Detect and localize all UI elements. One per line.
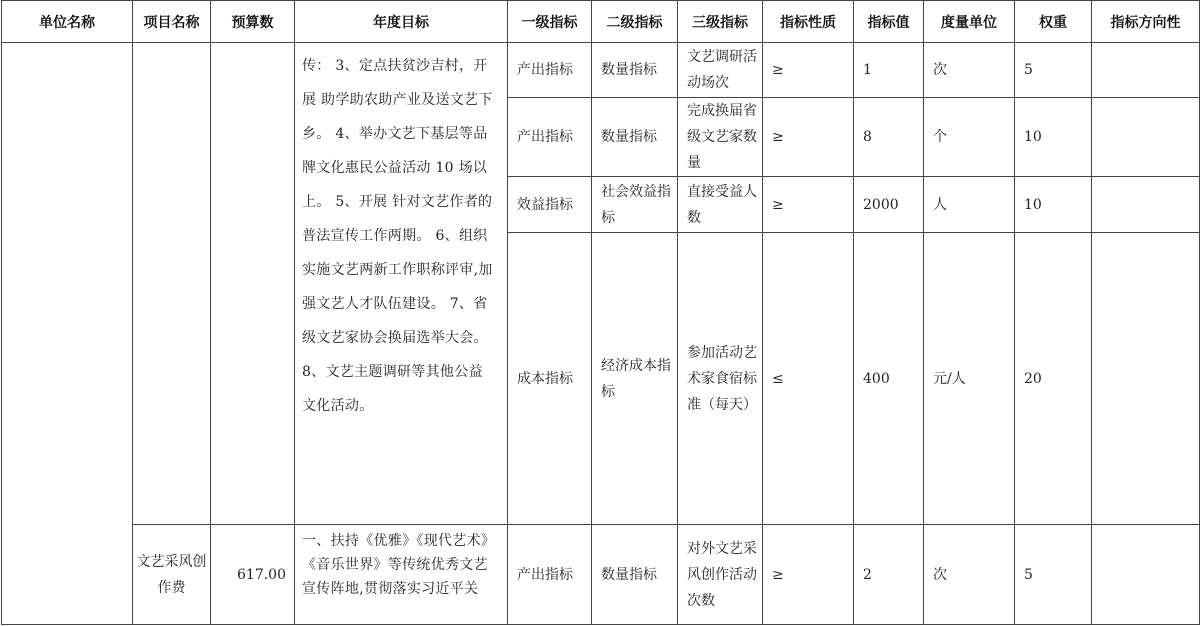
level1-cell: 产出指标	[508, 525, 592, 625]
value-cell: 400	[854, 233, 924, 525]
nature-cell: ≥	[763, 525, 854, 625]
header-measure-unit: 度量单位	[924, 1, 1015, 43]
nature-cell: ≥	[763, 177, 854, 233]
level1-cell: 效益指标	[508, 177, 592, 233]
header-project-name: 项目名称	[133, 1, 211, 43]
nature-cell: ≥	[763, 43, 854, 98]
weight-cell: 10	[1015, 177, 1092, 233]
level2-cell: 数量指标	[592, 525, 678, 625]
project-name-cell: 文艺采风创作费	[133, 525, 211, 625]
level1-cell: 产出指标	[508, 43, 592, 98]
annual-goal-cell: 一、扶持《优雅》《现代艺术》《音乐世界》等传统优秀文艺宣传阵地,贯彻落实习近平关	[295, 525, 508, 625]
nature-cell: ≤	[763, 233, 854, 525]
unit-name-cell	[2, 43, 133, 625]
weight-cell: 5	[1015, 525, 1092, 625]
level3-cell: 完成换届省级文艺家数量	[678, 98, 763, 177]
value-cell: 2000	[854, 177, 924, 233]
header-row	[2, 1, 1200, 43]
level3-cell: 参加活动艺术家食宿标准（每天）	[678, 233, 763, 525]
value-cell: 2	[854, 525, 924, 625]
header-direction: 指标方向性	[1092, 1, 1200, 43]
direction-cell	[1092, 43, 1200, 98]
value-cell: 1	[854, 43, 924, 98]
weight-cell: 5	[1015, 43, 1092, 98]
nature-cell: ≥	[763, 98, 854, 177]
direction-cell	[1092, 98, 1200, 177]
table-row	[2, 43, 1200, 98]
level1-cell: 成本指标	[508, 233, 592, 525]
project-name-cell	[133, 43, 211, 525]
measure-unit-cell: 次	[924, 525, 1015, 625]
direction-cell	[1092, 525, 1200, 625]
header-budget: 预算数	[211, 1, 295, 43]
header-annual-goal: 年度目标	[295, 1, 508, 43]
level3-cell: 文艺调研活动场次	[678, 43, 763, 98]
measure-unit-cell: 次	[924, 43, 1015, 98]
value-cell: 8	[854, 98, 924, 177]
level2-cell: 社会效益指标	[592, 177, 678, 233]
header-indicator-value: 指标值	[854, 1, 924, 43]
level3-cell: 直接受益人数	[678, 177, 763, 233]
table-row	[2, 525, 1200, 625]
level2-cell: 数量指标	[592, 98, 678, 177]
direction-cell	[1092, 233, 1200, 525]
weight-cell: 20	[1015, 233, 1092, 525]
header-level2-indicator: 二级指标	[592, 1, 678, 43]
level3-cell: 对外文艺采风创作活动次数	[678, 525, 763, 625]
header-indicator-nature: 指标性质	[763, 1, 854, 43]
measure-unit-cell: 元/人	[924, 233, 1015, 525]
header-level3-indicator: 三级指标	[678, 1, 763, 43]
performance-indicator-table	[1, 0, 1200, 625]
budget-cell	[211, 43, 295, 525]
budget-cell: 617.00	[211, 525, 295, 625]
annual-goal-cell: 传： 3、定点扶贫沙吉村，开展 助学助农助产业及送文艺下乡。 4、举办文艺下基层等品牌文化惠民公益活动 10 场以上。 5、开展 针对文艺作者的普法宣传工作两期。 6、组织实施文艺两新工作职称评审,加强文艺人才队伍建设。 7、省级文艺家协会换届选举大会。 8、文艺主题调研等其他公益 文化活动。	[295, 43, 508, 525]
level1-cell: 产出指标	[508, 98, 592, 177]
direction-cell	[1092, 177, 1200, 233]
measure-unit-cell: 人	[924, 177, 1015, 233]
level2-cell: 数量指标	[592, 43, 678, 98]
weight-cell: 10	[1015, 98, 1092, 177]
measure-unit-cell: 个	[924, 98, 1015, 177]
level2-cell: 经济成本指标	[592, 233, 678, 525]
header-unit-name: 单位名称	[2, 1, 133, 43]
header-level1-indicator: 一级指标	[508, 1, 592, 43]
header-weight: 权重	[1015, 1, 1092, 43]
